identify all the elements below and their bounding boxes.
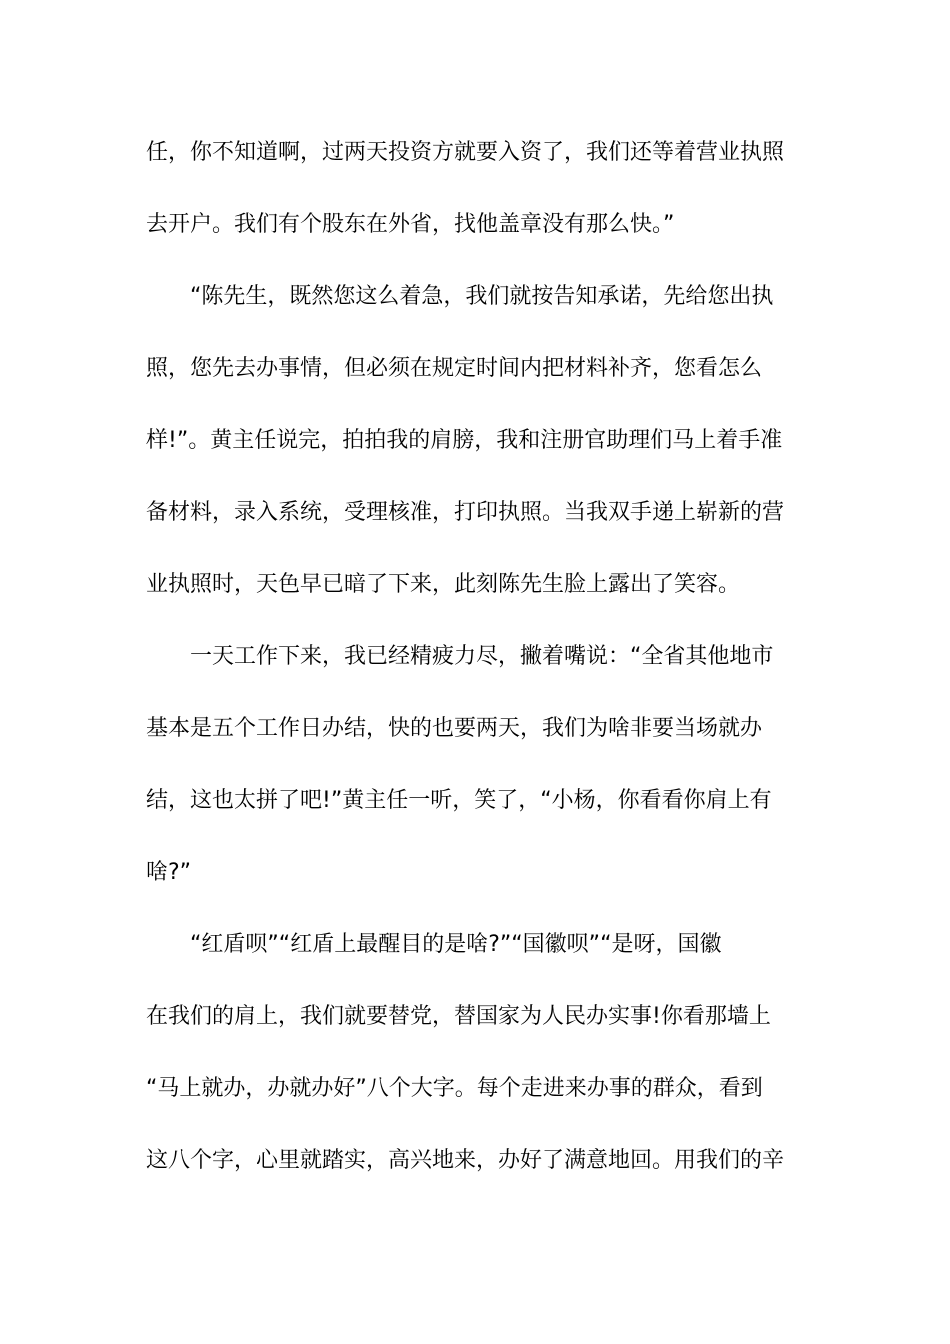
text-line: 在我们的肩上，我们就要替党，替国家为人民办实事!你看那墙上 xyxy=(146,1004,771,1029)
text-line: 去开户。我们有个股东在外省，找他盖章没有那么快。” xyxy=(146,212,675,237)
text-line: 基本是五个工作日办结，快的也要两天，我们为啥非要当场就办 xyxy=(146,716,763,741)
text-line: 结，这也太拼了吧!”黄主任一听，笑了，“小杨，你看看你肩上有 xyxy=(146,788,772,813)
text-line: 照，您先去办事情，但必须在规定时间内把材料补齐，您看怎么 xyxy=(146,356,763,381)
text-line: “马上就办，办就办好”八个大字。每个走进来办事的群众，看到 xyxy=(146,1076,763,1101)
text-line: 任，你不知道啊，过两天投资方就要入资了，我们还等着营业执照 xyxy=(146,140,785,165)
paragraph-start-line: 一天工作下来，我已经精疲力尽，撇着嘴说：“全省其他地市 xyxy=(190,644,774,669)
paragraph-start-line: “陈先生，既然您这么着急，我们就按告知承诺，先给您出执 xyxy=(190,284,774,309)
text-line: 这八个字，心里就踏实，高兴地来，办好了满意地回。用我们的辛 xyxy=(146,1148,785,1173)
text-line: 备材料，录入系统，受理核准，打印执照。当我双手递上崭新的营 xyxy=(146,500,785,525)
text-line: 业执照时，天色早已暗了下来，此刻陈先生脸上露出了笑容。 xyxy=(146,572,741,597)
paragraph-start-line: “红盾呗”“红盾上最醒目的是啥?”“国徽呗”“是呀，国徽 xyxy=(190,932,722,957)
text-line: 样!”。黄主任说完，拍拍我的肩膀，我和注册官助理们马上着手准 xyxy=(146,428,783,453)
text-line: 啥?” xyxy=(146,860,192,885)
